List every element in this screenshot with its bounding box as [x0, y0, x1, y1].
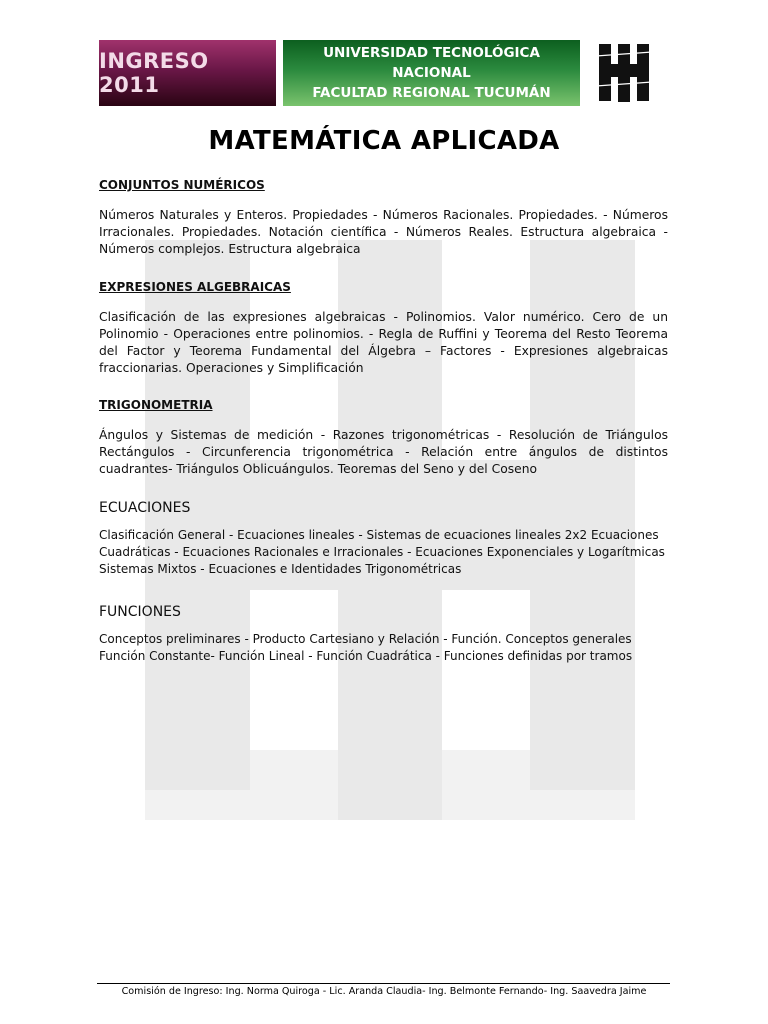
section-title: EXPRESIONES ALGEBRAICAS — [99, 280, 291, 294]
section-line: Clasificación General - Ecuaciones lineales - Sistemas de ecuaciones lineales 2x2 Ecuaciones — [99, 528, 659, 542]
section-text: Clasificación de las expresiones algebraicas - Polinomios. Valor numérico. Cero de un Polinomio - Operaciones entre polinomios. - Regla de Ruffini y Teorema del Resto Teorema del Factor y Teorema Fundamental del Álgebra – Factores - Expresiones algebraicas fraccionarias. Operaciones y Simplificación — [99, 310, 668, 375]
ingreso-badge: INGRESO 2011 — [99, 40, 276, 106]
section-expresiones — [99, 280, 668, 377]
page-title: MATEMÁTICA APLICADA — [208, 126, 560, 156]
section-line: Sistemas Mixtos - Ecuaciones e Identidades Trigonométricas — [99, 562, 462, 576]
document-header — [99, 40, 659, 106]
university-badge — [283, 40, 580, 106]
university-line: NACIONAL — [392, 65, 471, 81]
section-funciones — [99, 604, 668, 665]
section-title: CONJUNTOS NUMÉRICOS — [99, 178, 265, 192]
section-text: Números Naturales y Enteros. Propiedades - Números Racionales. Propiedades. - Números Irracionales. Propiedades. Notación científica - Números Reales. Estructura algebraica - Números complejos. Estructura algebraica — [99, 208, 668, 256]
footer-divider — [97, 983, 670, 984]
footer-credits: Comisión de Ingreso: Ing. Norma Quiroga - Lic. Aranda Claudia- Ing. Belmonte Fernando- Ing. Saavedra Jaime — [121, 986, 647, 997]
faculty-line: FACULTAD REGIONAL TUCUMÁN — [312, 85, 551, 101]
section-title: FUNCIONES — [99, 604, 181, 620]
section-text: Ángulos y Sistemas de medición - Razones trigonométricas - Resolución de Triángulos Rectángulos - Circunferencia trigonométrica - Relación entre ángulos de distintos cuadrantes- Triángulos Oblicuángulos. Teoremas del Seno y del Coseno — [99, 428, 668, 476]
section-title: ECUACIONES — [99, 500, 191, 516]
utn-logo-icon — [596, 42, 652, 104]
section-line: Cuadráticas - Ecuaciones Racionales e Irracionales - Ecuaciones Exponenciales y Logarítmicas — [99, 545, 665, 559]
section-ecuaciones — [99, 500, 668, 578]
section-line: Función Constante- Función Lineal - Función Cuadrática - Funciones definidas por tramos — [99, 649, 633, 663]
section-trigonometria — [99, 398, 668, 478]
section-title: TRIGONOMETRIA — [99, 398, 213, 412]
university-line: UNIVERSIDAD TECNOLÓGICA — [323, 45, 540, 61]
section-line: Conceptos preliminares - Producto Cartesiano y Relación - Función. Conceptos generales — [99, 632, 632, 646]
section-conjuntos — [99, 178, 668, 258]
